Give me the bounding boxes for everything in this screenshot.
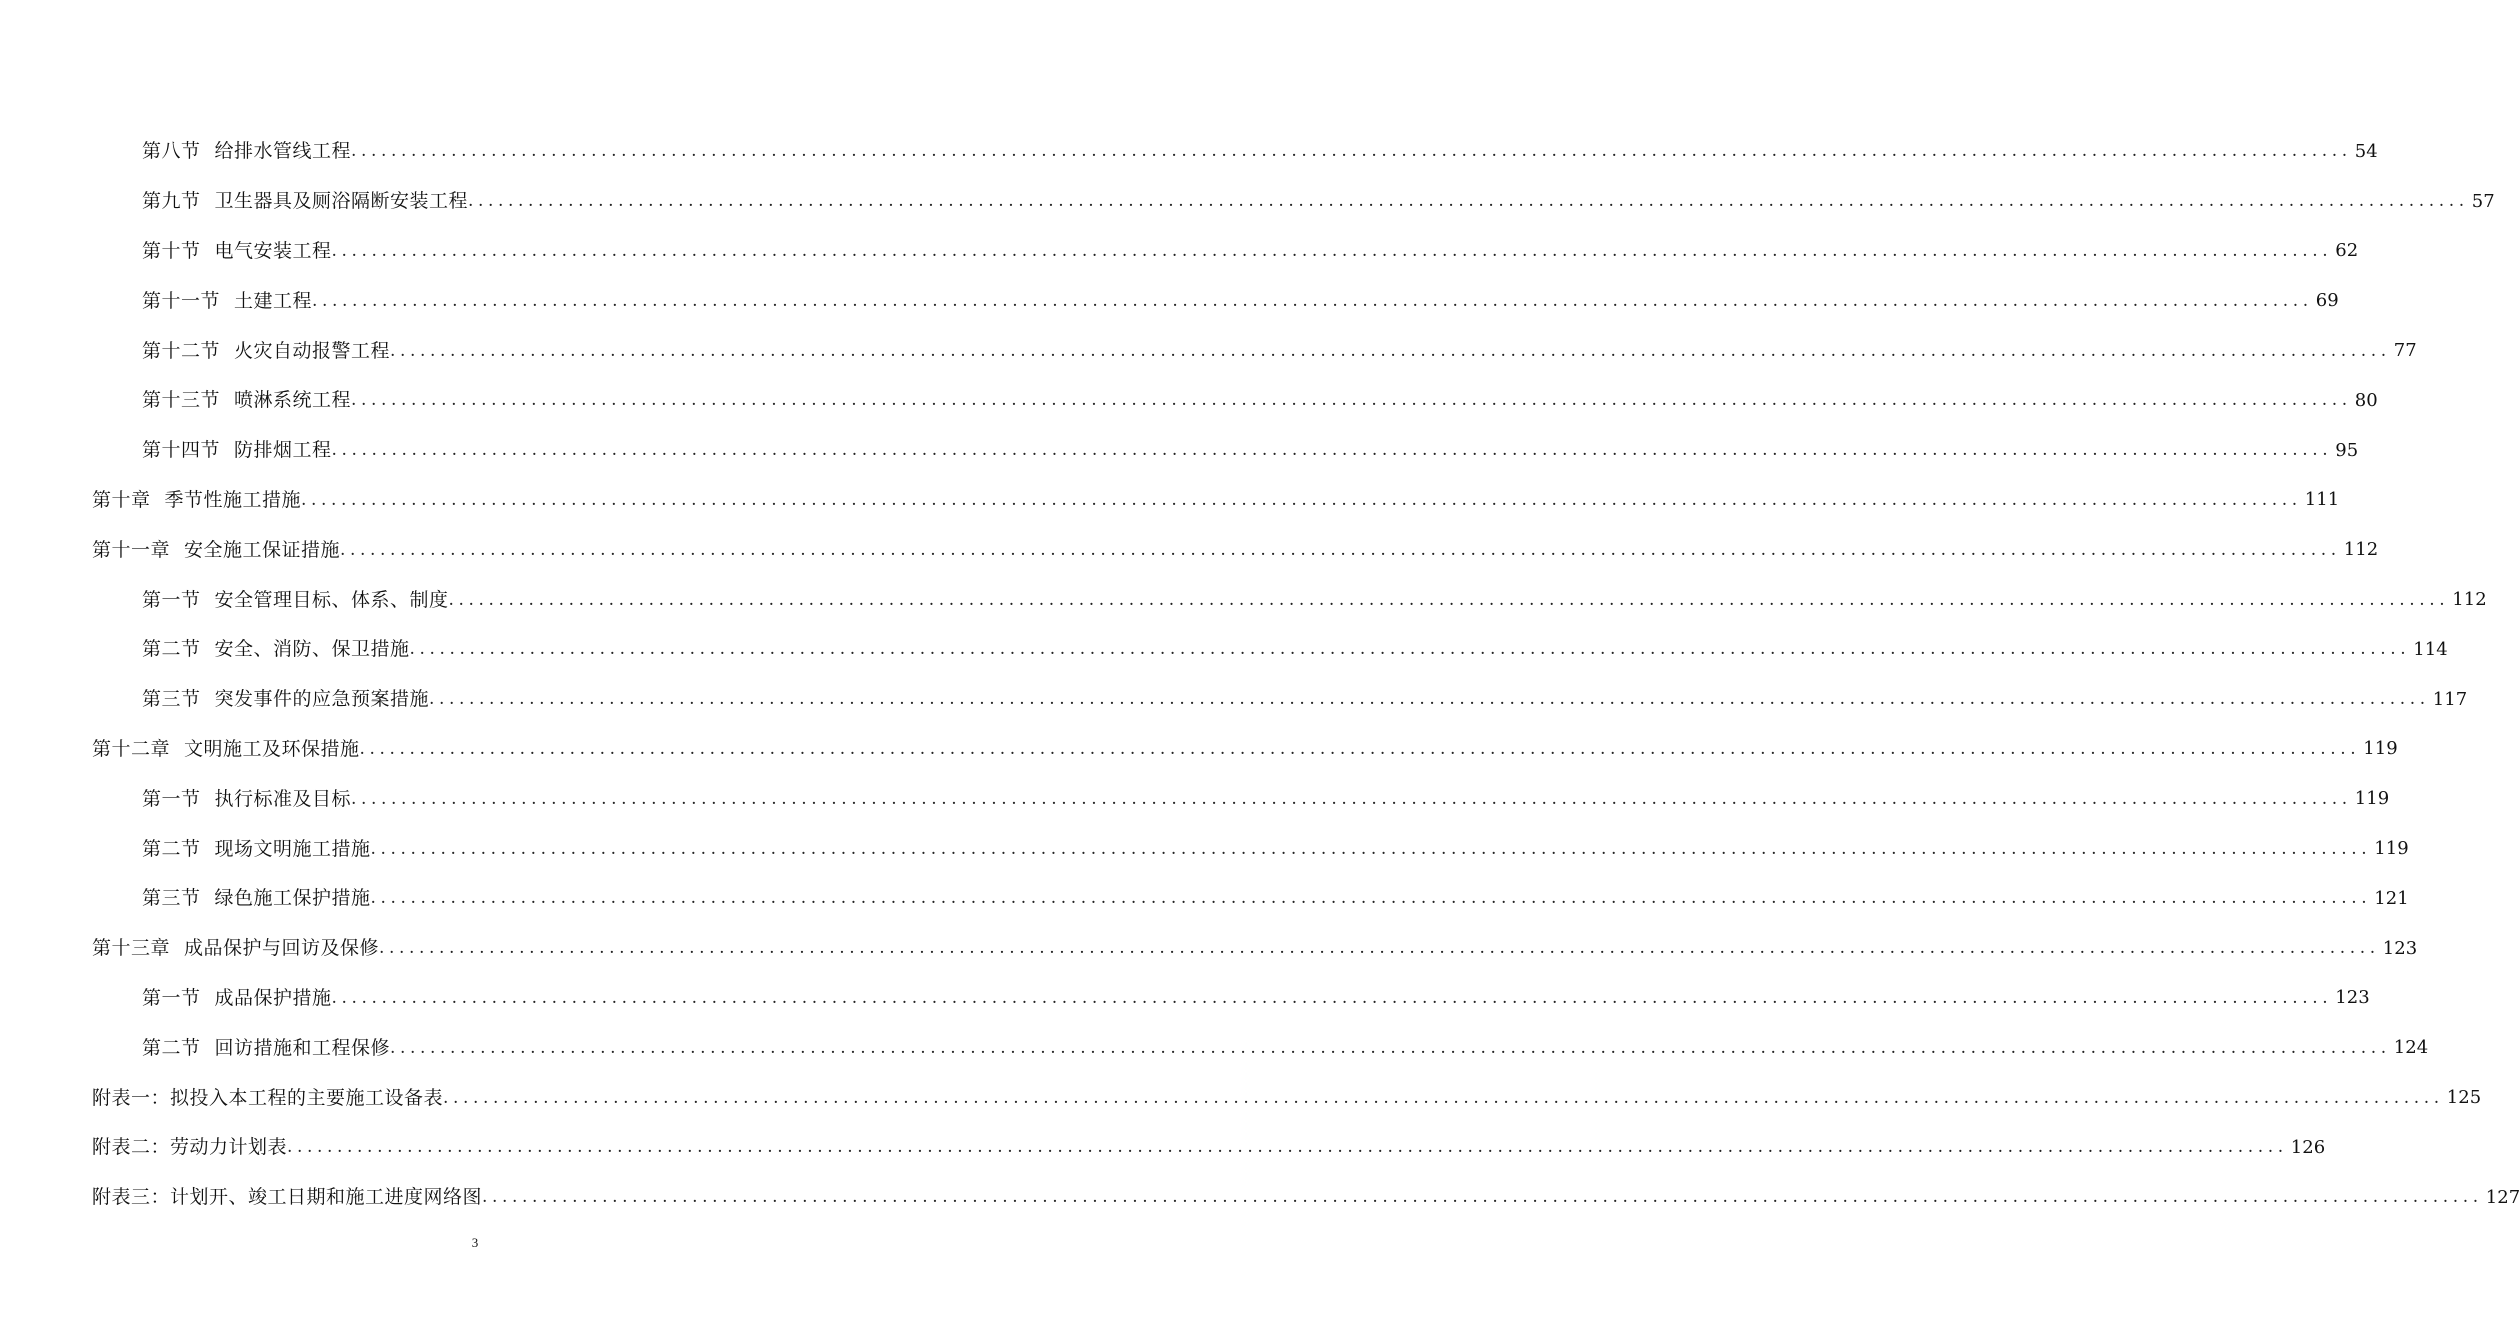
toc-entry-label: 第二节 (142, 638, 201, 661)
toc-entry-text: 计划开、竣工日期和施工进度网络图 (170, 1186, 483, 1209)
toc-chapter-entry[interactable] (0, 476, 2340, 526)
dot-leader: ........................................................................................................................................................................................................ (429, 689, 2430, 710)
toc-entry-text: 防排烟工程 (234, 439, 332, 462)
dot-leader: ........................................................................................................................................................................................................ (312, 290, 2313, 311)
toc-entry-label: 第十二章 (92, 737, 171, 760)
toc-entry-text: 卫生器具及厕浴隔断安装工程 (214, 190, 469, 213)
toc-entry-label: 第一节 (142, 588, 201, 611)
toc-section-entry[interactable] (0, 675, 2468, 725)
toc-page-number: 111 (2304, 489, 2340, 511)
toc-entry-label: 第十四节 (142, 439, 221, 462)
toc-page-number: 62 (2335, 240, 2359, 262)
toc-entry-title (142, 441, 332, 460)
toc-entry-label: 第二节 (142, 1036, 201, 1059)
toc-entry-title (142, 889, 371, 908)
toc-page-number: 123 (2382, 937, 2418, 959)
dot-leader: ........................................................................................................................................................................................................ (370, 888, 2372, 909)
toc-page-number: 125 (2446, 1087, 2482, 1109)
dot-leader: ........................................................................................................................................................................................................ (359, 738, 2361, 759)
toc-page-number: 127 (2485, 1186, 2520, 1208)
dot-leader: ........................................................................................................................................................................................................ (331, 987, 2333, 1008)
toc-page-number: 126 (2290, 1136, 2326, 1158)
toc-entry-title (142, 339, 391, 362)
toc-entry-text: 安全管理目标、体系、制度 (214, 588, 449, 611)
toc-entry-title (142, 289, 313, 312)
toc-entry-title (142, 142, 351, 161)
toc-entry-title (142, 837, 371, 860)
toc-page-number: 95 (2335, 439, 2359, 461)
toc-section-entry[interactable] (0, 426, 2359, 476)
dot-leader: ........................................................................................................................................................................................................ (351, 141, 2352, 162)
toc-entry-text: 成品保护与回访及保修 (184, 937, 380, 960)
dot-leader: ........................................................................................................................................................................................................ (301, 489, 2302, 510)
table-of-contents (0, 127, 2520, 1223)
toc-section-entry[interactable] (0, 227, 2359, 277)
toc-entry-text: 季节性施工措施 (164, 488, 302, 511)
toc-entry-text: 安全、消防、保卫措施 (214, 638, 410, 661)
toc-chapter-entry[interactable] (0, 725, 2398, 775)
toc-entry-label: 第三节 (142, 688, 201, 711)
dot-leader: ........................................................................................................................................................................................................ (340, 539, 2341, 560)
toc-chapter-entry[interactable] (0, 1073, 2482, 1123)
dot-leader: ........................................................................................................................................................................................................ (390, 1037, 2391, 1058)
toc-chapter-entry[interactable] (0, 1173, 2520, 1223)
toc-entry-label: 第十章 (92, 488, 151, 511)
toc-entry-text: 土建工程 (234, 289, 313, 312)
toc-entry-label: 第九节 (142, 190, 201, 213)
toc-section-entry[interactable] (0, 1023, 2429, 1073)
toc-entry-label: 第八节 (142, 140, 201, 163)
toc-entry-text: 成品保护措施 (214, 986, 332, 1009)
toc-entry-title (92, 1188, 482, 1207)
toc-section-entry[interactable] (0, 824, 2409, 874)
toc-entry-text: 执行标准及目标 (214, 787, 352, 810)
dot-leader: ........................................................................................................................................................................................................ (331, 440, 2333, 461)
toc-chapter-entry[interactable] (0, 1123, 2326, 1173)
toc-entry-label: 附表二： (92, 1136, 171, 1159)
toc-entry-text: 安全施工保证措施 (184, 538, 341, 561)
toc-entry-text: 电气安装工程 (214, 239, 332, 262)
toc-section-entry[interactable] (0, 575, 2487, 625)
toc-entry-label: 第十一章 (92, 538, 171, 561)
toc-section-entry[interactable] (0, 774, 2390, 824)
toc-section-entry[interactable] (0, 625, 2448, 675)
toc-entry-title (92, 1138, 287, 1157)
toc-entry-title (142, 192, 468, 211)
page-number: 3 (471, 1235, 479, 1250)
toc-entry-text: 劳动力计划表 (170, 1136, 288, 1159)
toc-chapter-entry[interactable] (0, 525, 2379, 575)
toc-entry-label: 第十二节 (142, 339, 221, 362)
toc-page-number: 77 (2393, 340, 2417, 362)
toc-page-number: 80 (2354, 389, 2378, 411)
toc-entry-text: 喷淋系统工程 (234, 389, 352, 412)
toc-entry-text: 现场文明施工措施 (214, 837, 371, 860)
toc-entry-label: 第十一节 (142, 289, 221, 312)
toc-entry-title (142, 986, 332, 1009)
toc-section-entry[interactable] (0, 177, 2495, 227)
toc-entry-title (92, 737, 360, 760)
toc-entry-title (92, 538, 341, 561)
toc-entry-label: 第一节 (142, 787, 201, 810)
toc-section-entry[interactable] (0, 276, 2339, 326)
toc-entry-text: 文明施工及环保措施 (184, 737, 360, 760)
toc-entry-label: 第十三章 (92, 937, 171, 960)
toc-entry-text: 给排水管线工程 (214, 140, 352, 163)
dot-leader: ........................................................................................................................................................................................................ (482, 1187, 2483, 1208)
toc-page-number: 121 (2374, 887, 2409, 909)
toc-page-number: 114 (2413, 638, 2448, 660)
toc-page-number: 119 (2374, 838, 2409, 860)
toc-page-number: 119 (2354, 788, 2390, 810)
toc-entry-text: 回访措施和工程保修 (214, 1036, 391, 1059)
dot-leader: ........................................................................................................................................................................................................ (390, 340, 2391, 361)
dot-leader: ........................................................................................................................................................................................................ (409, 639, 2411, 660)
toc-section-entry[interactable] (0, 326, 2417, 376)
toc-page-number: 112 (2452, 589, 2487, 611)
dot-leader: ........................................................................................................................................................................................................ (370, 838, 2372, 859)
dot-leader: ........................................................................................................................................................................................................ (351, 788, 2352, 809)
toc-page-number: 117 (2432, 688, 2468, 710)
toc-entry-title (92, 939, 379, 958)
dot-leader: ........................................................................................................................................................................................................ (443, 1087, 2444, 1108)
toc-entry-label: 第十节 (142, 239, 201, 262)
dot-leader: ........................................................................................................................................................................................................ (448, 589, 2450, 610)
toc-entry-title (142, 391, 351, 410)
toc-section-entry[interactable] (0, 974, 2370, 1024)
toc-entry-text: 绿色施工保护措施 (214, 887, 371, 910)
dot-leader: ........................................................................................................................................................................................................ (331, 240, 2333, 261)
toc-entry-title (142, 787, 352, 810)
toc-entry-title (92, 488, 302, 511)
toc-entry-text: 火灾自动报警工程 (234, 339, 391, 362)
toc-entry-text: 拟投入本工程的主要施工设备表 (170, 1086, 444, 1109)
toc-page-number: 69 (2315, 290, 2339, 312)
toc-entry-title (142, 1036, 391, 1059)
toc-entry-title (92, 1086, 444, 1109)
toc-entry-label: 附表三： (92, 1186, 171, 1209)
toc-entry-label: 附表一： (92, 1086, 171, 1109)
toc-entry-title (142, 690, 429, 709)
toc-section-entry[interactable] (0, 874, 2409, 924)
toc-entry-label: 第二节 (142, 837, 201, 860)
toc-entry-title (142, 640, 410, 659)
toc-section-entry[interactable] (0, 376, 2378, 426)
toc-page-number: 112 (2343, 539, 2379, 561)
toc-entry-label: 第三节 (142, 887, 201, 910)
dot-leader: ........................................................................................................................................................................................................ (379, 938, 2380, 959)
dot-leader: ........................................................................................................................................................................................................ (287, 1137, 2288, 1158)
dot-leader: ........................................................................................................................................................................................................ (351, 390, 2352, 411)
toc-page-number: 54 (2354, 140, 2378, 162)
toc-entry-label: 第十三节 (142, 389, 221, 412)
dot-leader: ........................................................................................................................................................................................................ (468, 191, 2469, 212)
toc-section-entry[interactable] (0, 127, 2378, 177)
toc-chapter-entry[interactable] (0, 924, 2418, 974)
toc-page-number: 119 (2363, 738, 2398, 760)
toc-entry-title (142, 588, 449, 611)
toc-entry-label: 第一节 (142, 986, 201, 1009)
toc-page-number: 124 (2393, 1037, 2429, 1059)
toc-entry-text: 突发事件的应急预案措施 (214, 688, 430, 711)
toc-page-number: 57 (2471, 190, 2495, 212)
toc-page-number: 123 (2335, 987, 2370, 1009)
toc-entry-title (142, 239, 332, 262)
